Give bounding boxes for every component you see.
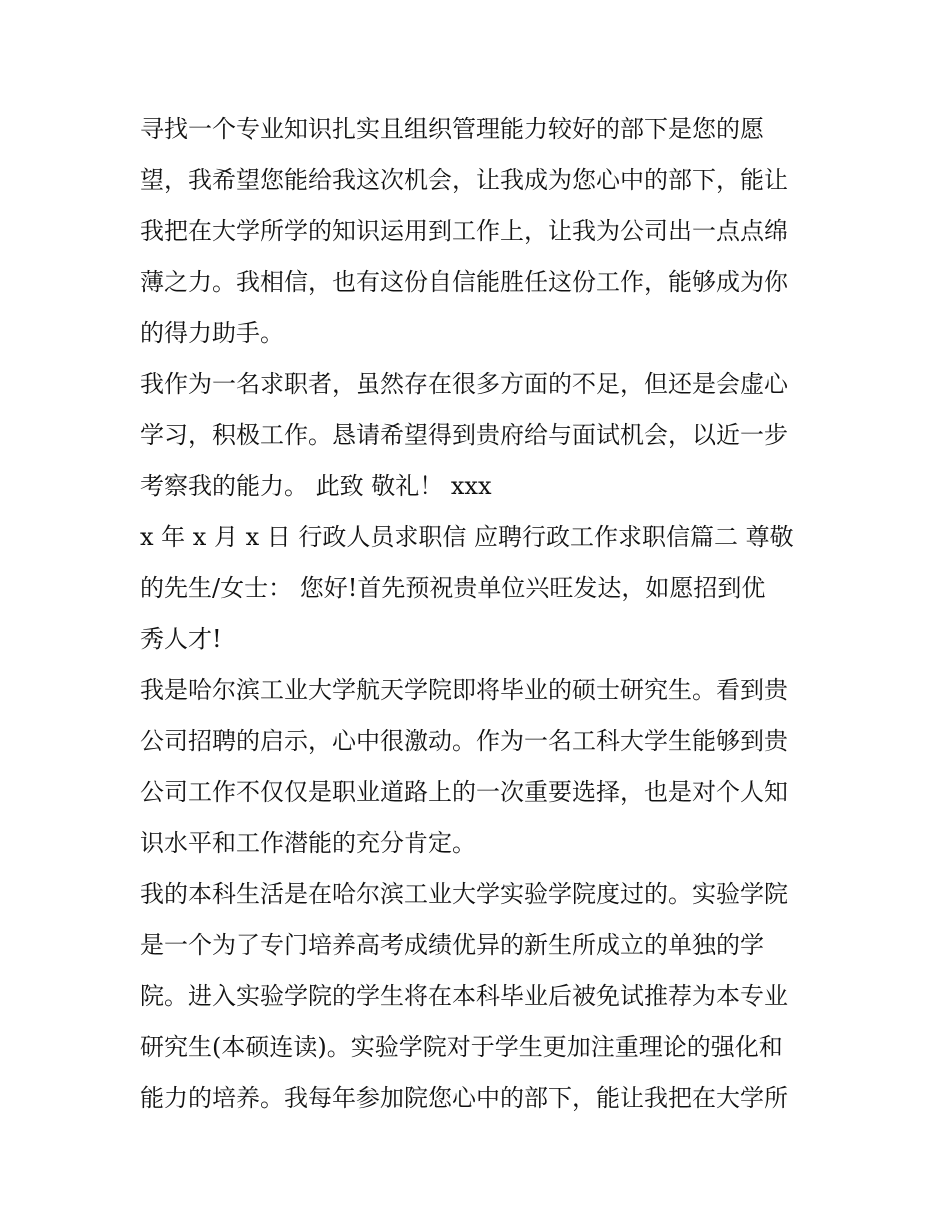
letter-body: [140, 104, 820, 1124]
text-line: 的先生/女士： 您好!首先预祝贵单位兴旺发达，如愿招到优: [140, 574, 766, 602]
text-line: 学习，积极工作。恳请希望得到贵府给与面试机会，以近一步: [140, 421, 788, 449]
text-line: 考察我的能力。 此致 敬礼！ xxx: [140, 472, 492, 500]
text-line: 的得力助手。: [140, 319, 284, 347]
text-line: 秀人才!: [140, 625, 222, 653]
text-line: 公司工作不仅仅是职业道路上的一次重要选择，也是对个人知: [140, 778, 788, 806]
text-line: 能力的培养。我每年参加院您心中的部下，能让我把在大学所: [140, 1084, 788, 1112]
text-line: 研究生(本硕连读)。实验学院对于学生更加注重理论的强化和: [140, 1033, 783, 1061]
text-line: 公司招聘的启示，心中很激动。作为一名工科大学生能够到贵: [140, 727, 788, 755]
text-line: x 年 x 月 x 日 行政人员求职信 应聘行政工作求职信篇二 尊敬: [140, 523, 794, 551]
text-line: 望，我希望您能给我这次机会，让我成为您心中的部下，能让: [140, 166, 788, 194]
text-line: 识水平和工作潜能的充分肯定。: [140, 829, 476, 857]
text-line: 薄之力。我相信，也有这份自信能胜任这份工作，能够成为你: [140, 268, 788, 296]
text-line: 寻找一个专业知识扎实且组织管理能力较好的部下是您的愿: [140, 115, 764, 143]
text-line: 我是哈尔滨工业大学航天学院即将毕业的硕士研究生。看到贵: [140, 676, 788, 704]
text-line: 我的本科生活是在哈尔滨工业大学实验学院度过的。实验学院: [140, 880, 788, 908]
text-line: 是一个为了专门培养高考成绩优异的新生所成立的单独的学: [140, 931, 764, 959]
text-line: 我把在大学所学的知识运用到工作上，让我为公司出一点点绵: [140, 217, 788, 245]
text-line: 院。进入实验学院的学生将在本科毕业后被免试推荐为本专业: [140, 982, 788, 1010]
text-line: 我作为一名求职者，虽然存在很多方面的不足，但还是会虚心: [140, 370, 788, 398]
